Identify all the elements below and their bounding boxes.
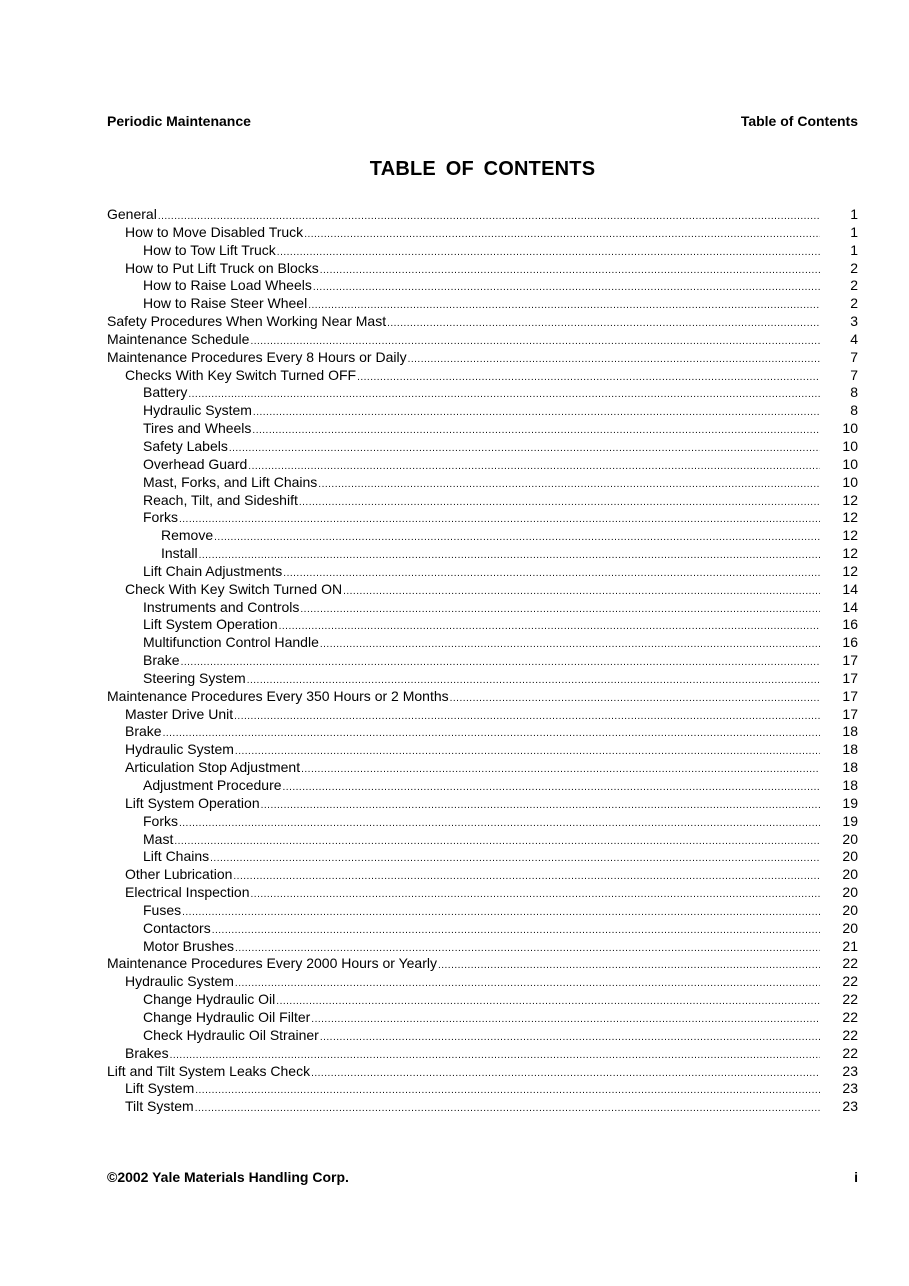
toc-entry-label: Forks [143, 509, 178, 526]
toc-entry-page: 2 [850, 259, 858, 276]
toc-entry-label: Master Drive Unit [125, 705, 234, 722]
toc-entry-label: Contactors [143, 919, 211, 936]
toc-entry-label: Other Lubrication [125, 866, 233, 883]
toc-dot-leader [210, 850, 820, 868]
toc-entry-page: 20 [842, 830, 858, 847]
toc-entry-label: Motor Brushes [143, 937, 235, 954]
toc-dot-leader [343, 583, 820, 601]
toc-entry[interactable] [107, 848, 858, 866]
toc-entry-label: Reach, Tilt, and Sideshift [143, 491, 298, 508]
toc-dot-leader [253, 404, 820, 422]
toc-entry[interactable] [107, 563, 858, 581]
toc-dot-leader [188, 386, 820, 404]
toc-entry-page: 18 [842, 741, 858, 758]
toc-entry[interactable] [107, 224, 858, 242]
toc-entry[interactable] [107, 670, 858, 688]
toc-entry-page: 17 [842, 705, 858, 722]
toc-entry-page: 4 [850, 330, 858, 347]
toc-entry-label: Maintenance Schedule [107, 330, 250, 347]
toc-dot-leader [387, 315, 820, 333]
toc-entry-page: 10 [842, 437, 858, 454]
toc-entry-page: 20 [842, 919, 858, 936]
toc-entry-label: Brake [125, 723, 162, 740]
toc-entry-label: Check Hydraulic Oil Strainer [143, 1026, 319, 1043]
toc-dot-leader [320, 262, 820, 280]
toc-entry-label: Checks With Key Switch Turned OFF [125, 366, 357, 383]
toc-entry-label: Articulation Stop Adjustment [125, 759, 301, 776]
toc-entry[interactable] [107, 706, 858, 724]
toc-entry[interactable] [107, 920, 858, 938]
toc-entry-label: Change Hydraulic Oil Filter [143, 1008, 311, 1025]
toc-entry[interactable] [107, 349, 858, 367]
toc-entry[interactable] [107, 1027, 858, 1045]
toc-entry-page: 22 [842, 1008, 858, 1025]
toc-entry-page: 23 [842, 1080, 858, 1097]
toc-entry-page: 12 [842, 509, 858, 526]
toc-entry-page: 20 [842, 901, 858, 918]
toc-entry-label: Hydraulic System [125, 973, 234, 990]
toc-entry[interactable] [107, 509, 858, 527]
toc-entry-page: 17 [842, 669, 858, 686]
toc-entry-label: Lift System Operation [125, 794, 260, 811]
toc-entry[interactable] [107, 1080, 858, 1098]
toc-dot-leader [235, 975, 820, 993]
toc-dot-leader [214, 529, 820, 547]
toc-entry-label: Forks [143, 812, 178, 829]
toc-dot-leader [299, 494, 820, 512]
toc-entry[interactable] [107, 741, 858, 759]
toc-entry[interactable] [107, 955, 858, 973]
toc-entry-page: 12 [842, 562, 858, 579]
toc-dot-leader [252, 422, 820, 440]
toc-entry-label: Fuses [143, 901, 182, 918]
toc-entry[interactable] [107, 367, 858, 385]
toc-entry-page: 20 [842, 866, 858, 883]
toc-entry-page: 19 [842, 794, 858, 811]
toc-entry-page: 23 [842, 1062, 858, 1079]
toc-dot-leader [234, 708, 820, 726]
toc-dot-leader [163, 725, 820, 743]
toc-entry-page: 21 [842, 937, 858, 954]
toc-entry-page: 16 [842, 616, 858, 633]
toc-entry[interactable] [107, 260, 858, 278]
toc-entry-label: Check With Key Switch Turned ON [125, 580, 343, 597]
toc-entry[interactable] [107, 1098, 858, 1116]
toc-entry[interactable] [107, 973, 858, 991]
toc-dot-leader [179, 815, 820, 833]
toc-entry[interactable] [107, 688, 858, 706]
toc-dot-leader [195, 1082, 820, 1100]
toc-entry-label: How to Move Disabled Truck [125, 223, 304, 240]
toc-entry-label: Battery [143, 384, 188, 401]
toc-dot-leader [320, 636, 820, 654]
toc-entry[interactable] [107, 527, 858, 545]
toc-entry-page: 22 [842, 955, 858, 972]
toc-entry[interactable] [107, 795, 858, 813]
toc-entry-page: 10 [842, 455, 858, 472]
toc-entry-page: 7 [850, 348, 858, 365]
toc-dot-leader [276, 993, 820, 1011]
toc-entry[interactable] [107, 402, 858, 420]
toc-entry-label: Safety Procedures When Working Near Mast [107, 313, 387, 330]
toc-dot-leader [195, 1100, 820, 1118]
toc-entry-label: Mast, Forks, and Lift Chains [143, 473, 318, 490]
toc-dot-leader [438, 957, 820, 975]
toc-entry[interactable] [107, 581, 858, 599]
toc-entry-page: 1 [850, 223, 858, 240]
toc-entry-label: Change Hydraulic Oil [143, 991, 276, 1008]
toc-entry-label: Install [161, 545, 198, 562]
toc-entry-page: 1 [850, 206, 858, 222]
toc-entry-label: Safety Labels [143, 437, 228, 454]
toc-entry-page: 10 [842, 473, 858, 490]
toc-entry[interactable] [107, 777, 858, 795]
toc-dot-leader [229, 440, 820, 458]
toc-entry-label: How to Raise Load Wheels [143, 277, 312, 294]
toc-entry-page: 17 [842, 687, 858, 704]
toc-entry[interactable] [107, 902, 858, 920]
toc-entry-page: 7 [850, 366, 858, 383]
toc-entry-page: 2 [850, 277, 858, 294]
toc-entry-page: 22 [842, 973, 858, 990]
toc-entry-label: Lift Chains [143, 848, 210, 865]
toc-entry-label: How to Raise Steer Wheel [143, 295, 308, 312]
toc-dot-leader [320, 1029, 820, 1047]
toc-entry[interactable] [107, 831, 858, 849]
toc-entry[interactable] [107, 456, 858, 474]
toc-entry-label: Steering System [143, 669, 246, 686]
toc-entry-page: 12 [842, 491, 858, 508]
toc-dot-leader [357, 369, 820, 387]
toc-dot-leader [251, 886, 820, 904]
toc-entry-label: Lift System [125, 1080, 195, 1097]
toc-entry-label: Electrical Inspection [125, 884, 250, 901]
toc-entry[interactable] [107, 545, 858, 563]
toc-entry-page: 22 [842, 991, 858, 1008]
toc-entry-label: Hydraulic System [143, 402, 252, 419]
toc-entry[interactable] [107, 295, 858, 313]
toc-entry-page: 14 [842, 580, 858, 597]
toc-entry[interactable] [107, 474, 858, 492]
toc-entry[interactable] [107, 866, 858, 884]
toc-dot-leader [261, 797, 820, 815]
toc-entry-page: 23 [842, 1098, 858, 1115]
toc-entry-page: 3 [850, 313, 858, 330]
toc-entry-page: 17 [842, 652, 858, 669]
toc-entry-label: Hydraulic System [125, 741, 234, 758]
toc-entry-label: Lift Chain Adjustments [143, 562, 283, 579]
toc-entry-page: 18 [842, 777, 858, 793]
toc-dot-leader [181, 654, 820, 672]
toc-dot-leader [233, 868, 820, 886]
toc-dot-leader [311, 1011, 820, 1029]
toc-dot-leader [283, 779, 820, 797]
toc-dot-leader [182, 904, 820, 922]
toc-entry-label: Lift and Tilt System Leaks Check [107, 1062, 311, 1079]
toc-entry-label: Brakes [125, 1044, 169, 1061]
toc-dot-leader [318, 476, 820, 494]
toc-entry-label: Overhead Guard [143, 455, 248, 472]
toc-entry-label: Mast [143, 830, 174, 847]
toc-entry-page: 18 [842, 759, 858, 776]
toc-entry-page: 22 [842, 1026, 858, 1043]
toc-entry[interactable] [107, 723, 858, 741]
toc-dot-leader [235, 743, 820, 761]
toc-entry-page: 1 [850, 241, 858, 258]
toc-entry-page: 18 [842, 723, 858, 740]
toc-entry-page: 8 [850, 402, 858, 419]
toc-entry-page: 16 [842, 634, 858, 651]
toc-entry-page: 2 [850, 295, 858, 312]
toc-entry[interactable] [107, 1045, 858, 1063]
toc-entry[interactable] [107, 1063, 858, 1081]
toc-entry-label: Remove [161, 527, 214, 544]
toc-entry[interactable] [107, 438, 858, 456]
toc-entry[interactable] [107, 277, 858, 295]
toc-entry[interactable] [107, 313, 858, 331]
toc-entry-page: 20 [842, 848, 858, 865]
toc-entry-label: General [107, 206, 157, 222]
toc-dot-leader [248, 458, 820, 476]
toc-entry-label: Instruments and Controls [143, 598, 300, 615]
toc-entry[interactable] [107, 1009, 858, 1027]
toc-entry-label: Maintenance Procedures Every 8 Hours or Daily [107, 348, 407, 365]
toc-entry-page: 10 [842, 420, 858, 437]
toc-dot-leader [408, 351, 820, 369]
toc-dot-leader [174, 833, 820, 851]
toc-entry-label: Multifunction Control Handle [143, 634, 319, 651]
toc-entry-page: 22 [842, 1044, 858, 1061]
toc-entry[interactable] [107, 420, 858, 438]
toc-entry[interactable] [107, 384, 858, 402]
toc-entry[interactable] [107, 616, 858, 634]
toc-entry[interactable] [107, 242, 858, 260]
toc-entry-label: Maintenance Procedures Every 2000 Hours or Yearly [107, 955, 437, 972]
toc-dot-leader [300, 601, 820, 619]
toc-dot-leader [304, 226, 820, 244]
toc-entry-label: Tires and Wheels [143, 420, 252, 437]
toc-entry-label: How to Put Lift Truck on Blocks [125, 259, 319, 276]
header-document-part: Table of Contents [740, 113, 858, 129]
toc-dot-leader [279, 618, 820, 636]
toc-entry-page: 12 [842, 527, 858, 544]
toc-entry-label: Maintenance Procedures Every 350 Hours or 2 Months [107, 687, 449, 704]
toc-entry-label: Lift System Operation [143, 616, 278, 633]
toc-entry[interactable] [107, 652, 858, 670]
toc-entry-label: Brake [143, 652, 180, 669]
toc-entry[interactable] [107, 331, 858, 349]
page-footer [107, 1169, 858, 1187]
toc-entry[interactable] [107, 991, 858, 1009]
footer-copyright: ©2002 Yale Materials Handling Corp. [107, 1169, 349, 1185]
toc-entry[interactable] [107, 599, 858, 617]
toc-entry-page: 8 [850, 384, 858, 401]
toc-dot-leader [301, 761, 820, 779]
toc-entry[interactable] [107, 206, 858, 224]
toc-entry-label: Adjustment Procedure [143, 777, 282, 793]
toc-entry[interactable] [107, 938, 858, 956]
page-header [107, 113, 858, 131]
toc-entry-page: 20 [842, 884, 858, 901]
header-section-name: Periodic Maintenance [107, 113, 251, 129]
toc-entry-label: Tilt System [125, 1098, 194, 1115]
page-title: TABLE OF CONTENTS [369, 158, 596, 180]
toc-dot-leader [277, 244, 820, 262]
toc-dot-leader [283, 565, 820, 583]
toc-dot-leader [313, 279, 820, 297]
toc-entry[interactable] [107, 759, 858, 777]
toc-entry-page: 19 [842, 812, 858, 829]
toc-entry-page: 12 [842, 545, 858, 562]
toc-entry[interactable] [107, 884, 858, 902]
toc-entry-label: How to Tow Lift Truck [143, 241, 276, 258]
toc-dot-leader [450, 690, 820, 708]
toc-entry[interactable] [107, 492, 858, 510]
toc-list [107, 206, 858, 1116]
toc-dot-leader [212, 922, 820, 940]
footer-page-number: i [854, 1169, 858, 1185]
toc-dot-leader [199, 547, 820, 565]
toc-dot-leader [179, 511, 820, 529]
toc-entry-page: 14 [842, 598, 858, 615]
toc-entry[interactable] [107, 813, 858, 831]
toc-dot-leader [311, 1065, 820, 1083]
toc-entry[interactable] [107, 634, 858, 652]
